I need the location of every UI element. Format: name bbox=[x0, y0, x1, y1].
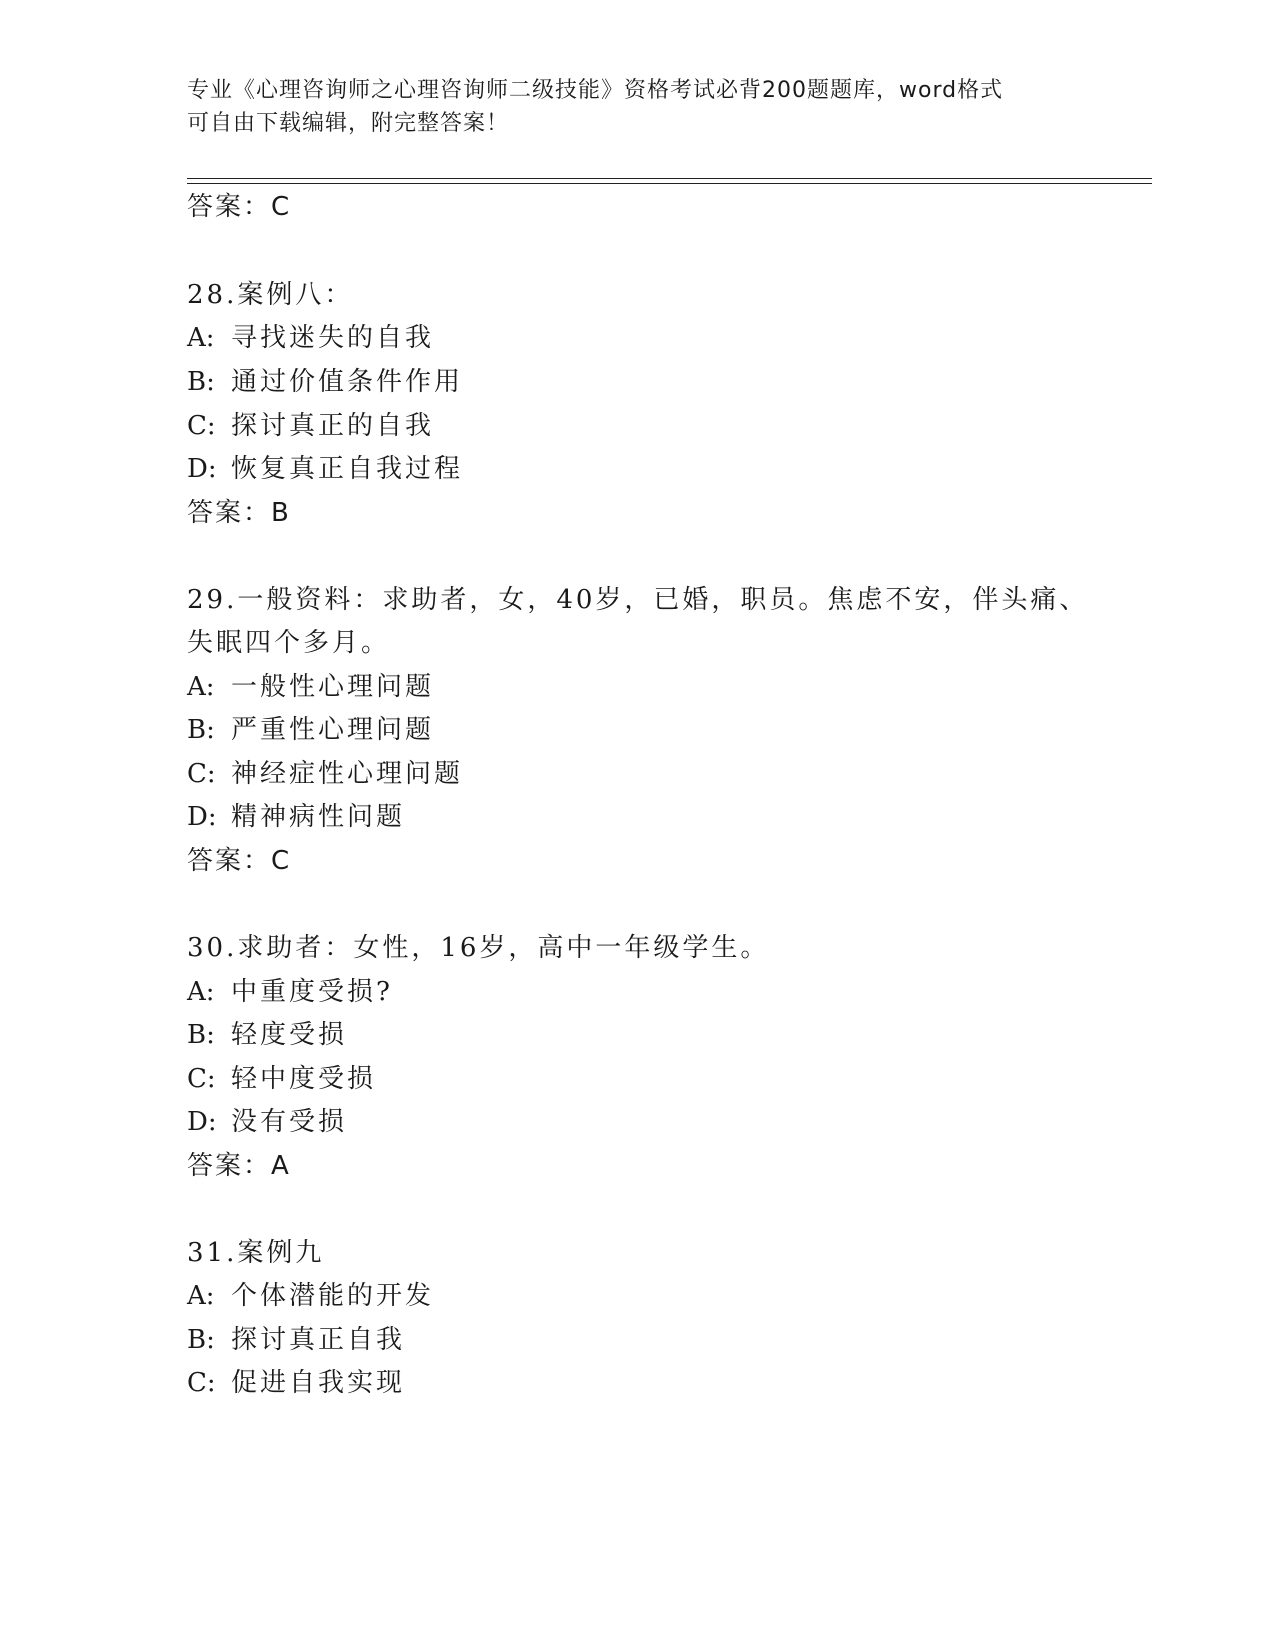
option-text: 一般性心理问题 bbox=[231, 672, 435, 702]
option-d bbox=[187, 1101, 347, 1138]
option-text: 轻中度受损 bbox=[231, 1064, 377, 1094]
option-c bbox=[187, 1362, 405, 1399]
option-a bbox=[187, 1275, 434, 1312]
option-key: D: bbox=[187, 802, 217, 832]
option-text: 轻度受损 bbox=[231, 1020, 348, 1050]
option-key: C: bbox=[187, 759, 216, 789]
option-a bbox=[187, 317, 434, 354]
question-stem: 30.求助者：女性，16岁，高中一年级学生。 bbox=[187, 933, 770, 963]
option-key: A: bbox=[187, 323, 215, 353]
option-key: A: bbox=[187, 672, 215, 702]
answer-line: 答案：B bbox=[187, 498, 291, 528]
option-d bbox=[187, 796, 405, 833]
option-c bbox=[187, 405, 434, 442]
option-text: 精神病性问题 bbox=[231, 802, 406, 832]
header-line-2: 可自由下载编辑，附完整答案！ bbox=[187, 111, 510, 136]
option-key: B: bbox=[187, 367, 215, 397]
option-key: B: bbox=[187, 1325, 215, 1355]
option-b bbox=[187, 1014, 347, 1051]
option-key: A: bbox=[187, 1281, 215, 1311]
option-text: 严重性心理问题 bbox=[231, 715, 435, 745]
option-key: C: bbox=[187, 411, 216, 441]
option-d bbox=[187, 448, 463, 485]
option-b bbox=[187, 1319, 405, 1356]
option-key: C: bbox=[187, 1368, 216, 1398]
header-line-1: 专业《心理咨询师之心理咨询师二级技能》资格考试必背200题题库，word格式 bbox=[187, 78, 1004, 103]
question-stem-continued: 失眠四个多月。 bbox=[187, 628, 391, 658]
answer-line: 答案：C bbox=[187, 846, 292, 876]
option-text: 个体潜能的开发 bbox=[231, 1281, 435, 1311]
option-a bbox=[187, 666, 434, 703]
option-text: 寻找迷失的自我 bbox=[231, 323, 435, 353]
header-divider-bottom bbox=[187, 183, 1152, 184]
option-b bbox=[187, 361, 463, 398]
answer-line: 答案：C bbox=[187, 192, 292, 222]
document-header bbox=[187, 74, 1067, 140]
answer-line: 答案：A bbox=[187, 1151, 291, 1181]
option-c bbox=[187, 1058, 376, 1095]
option-key: D: bbox=[187, 1107, 217, 1137]
option-b bbox=[187, 709, 434, 746]
question-stem: 28.案例八： bbox=[187, 280, 354, 310]
option-text: 中重度受损? bbox=[231, 977, 393, 1007]
option-key: D: bbox=[187, 454, 217, 484]
option-text: 通过价值条件作用 bbox=[231, 367, 464, 397]
option-text: 神经症性心理问题 bbox=[231, 759, 464, 789]
option-text: 没有受损 bbox=[231, 1107, 348, 1137]
option-key: B: bbox=[187, 715, 215, 745]
option-c bbox=[187, 753, 463, 790]
option-key: A: bbox=[187, 977, 215, 1007]
option-key: B: bbox=[187, 1020, 215, 1050]
option-a bbox=[187, 971, 393, 1008]
option-text: 探讨真正的自我 bbox=[231, 411, 435, 441]
header-divider-top bbox=[187, 178, 1152, 179]
option-text: 恢复真正自我过程 bbox=[231, 454, 464, 484]
option-key: C: bbox=[187, 1064, 216, 1094]
question-stem: 31.案例九 bbox=[187, 1238, 325, 1268]
option-text: 探讨真正自我 bbox=[231, 1325, 406, 1355]
question-stem: 29.一般资料：求助者，女，40岁，已婚，职员。焦虑不安，伴头痛、 bbox=[187, 585, 1089, 615]
option-text: 促进自我实现 bbox=[231, 1368, 406, 1398]
